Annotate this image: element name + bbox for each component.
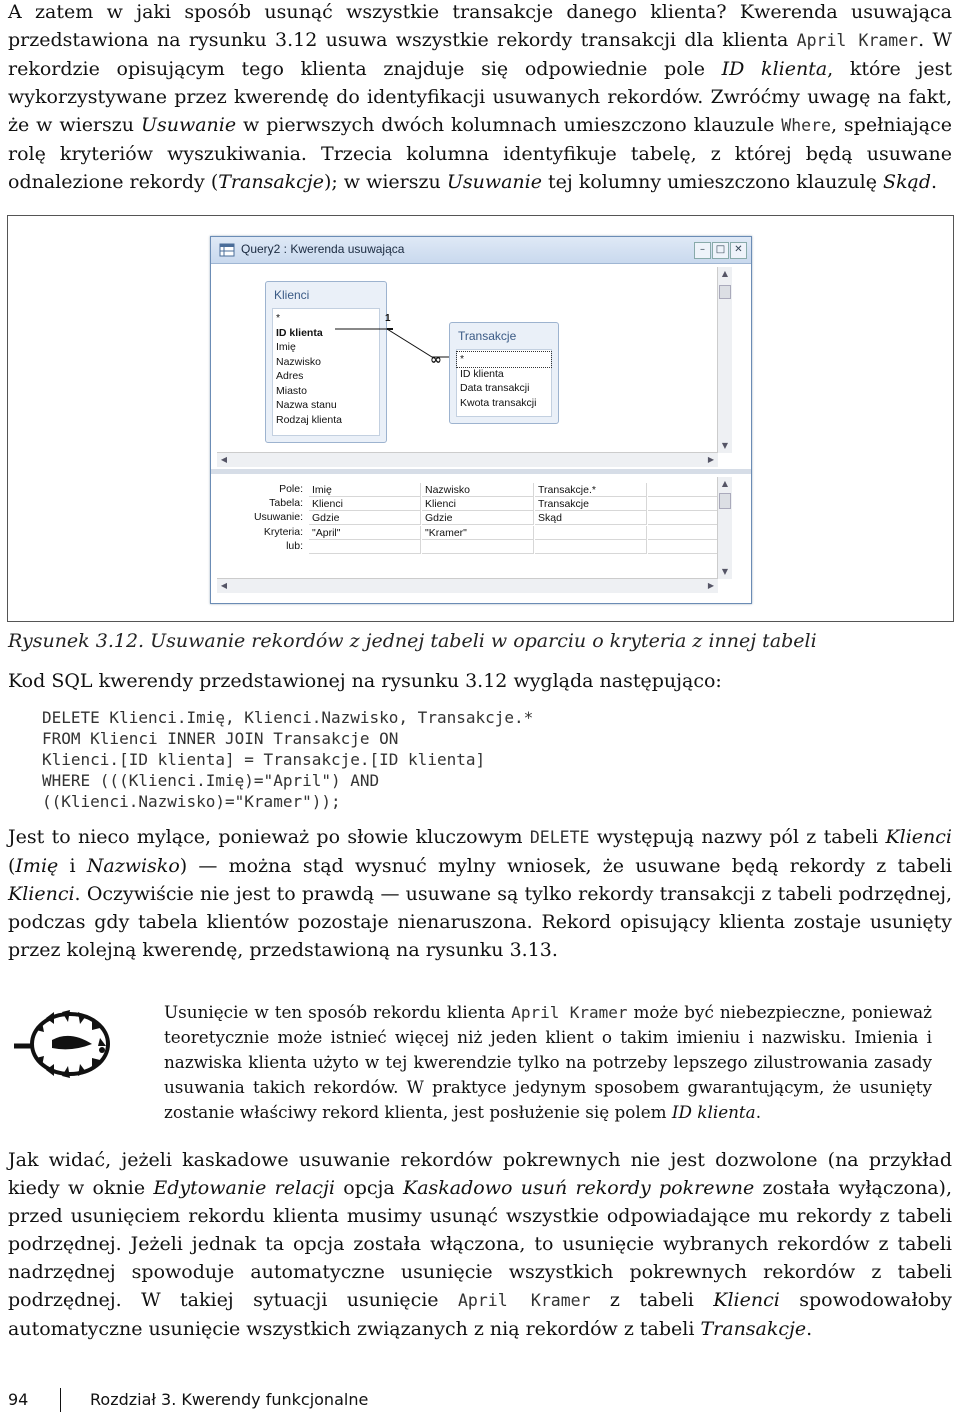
query-design-window [210,236,752,604]
grid-cell[interactable]: Klienci [309,497,421,511]
sql-line: ((Klienci.Nazwisko)="Kramer")); [42,792,341,811]
chapter-title: Rozdział 3. Kwerendy funkcjonalne [90,1390,369,1409]
query-icon [219,242,235,258]
table-diagram-pane [217,267,732,467]
grid-cell[interactable]: "April" [309,526,421,540]
inline-code: April Kramer [511,1003,628,1022]
grid-row-label: Kryteria: [263,526,303,538]
field-item[interactable]: Adres [276,370,304,382]
table-klienci-title: Klienci [274,288,310,302]
explanation-paragraph: Jest to nieco mylące, ponieważ po słowie kluczowym DELETE występują nazwy pól z tabeli Klienci (Imię i Nazwisko) — można stąd wysnuć mylny wniosek, że usuwane będą rekordy z tabeli Klienci. Oczywiście nie jest to prawdą — usuwane są tylko rekordy transakcji z tabeli podrzędnej, podczas gdy tabela klientów pozostaje nienaruszona. Rekord opisujący klienta zostaje usunięty przez kolejną kwerendę, przedstawioną na rysunku 3.13. [8,826,952,961]
grid-cell[interactable]: Skąd [535,511,647,525]
scroll-left-icon[interactable]: ◀ [220,455,228,464]
bear-trap-warning-icon [12,1000,118,1085]
grid-cell[interactable]: Gdzie [309,511,421,525]
grid-cell-empty[interactable] [648,497,718,511]
field-item[interactable]: Rodzaj klienta [276,413,342,426]
scroll-up-icon[interactable]: ▲ [721,479,729,488]
diagram-horizontal-scrollbar[interactable] [217,452,718,467]
page-number: 94 [8,1390,29,1409]
scroll-up-icon[interactable]: ▲ [721,269,729,278]
minimize-button[interactable]: – [694,242,711,259]
sql-code-block [42,707,533,812]
grid-cell[interactable] [535,526,647,540]
field-item[interactable]: ID klienta [460,367,504,380]
warning-note: Usunięcie w ten sposób rekordu klienta April Kramer może być niebezpieczne, ponieważ teoretycznie może istnieć więcej niż jeden klient o takim imieniu i nazwisku. Imienia i nazwiska klienta użyto w tej kwerendzie tylko na potrzeby lepszego zilustrowania zasady usuwania takich rekordów. W praktyce jedynym sposobem gwarantującym, że usunięty zostanie właściwy rekord klienta, jest posłużenie się polem ID klienta. [164,1002,932,1122]
grid-cell[interactable]: Gdzie [422,511,534,525]
grid-cell[interactable]: "Kramer" [422,526,534,540]
inline-code: Where [781,116,831,135]
sql-line: DELETE Klienci.Imię, Klienci.Nazwisko, Transakcje.* [42,708,534,727]
scroll-down-icon[interactable]: ▼ [721,441,729,450]
grid-cell[interactable]: Transakcje [535,497,647,511]
scroll-thumb[interactable] [719,285,731,299]
table-transakcje-fields [456,349,552,417]
grid-row-label: lub: [286,540,303,552]
field-item[interactable]: Data transakcji [460,382,530,394]
relation-many-label: ∞ [430,352,442,368]
sql-intro-text: Kod SQL kwerendy przedstawionej na rysunku 3.12 wygląda następująco: [8,670,722,692]
grid-cell[interactable]: Klienci [422,497,534,511]
grid-vertical-scrollbar[interactable] [717,477,732,579]
scroll-right-icon[interactable]: ▶ [707,455,715,464]
figure-3-12 [7,215,954,622]
intro-paragraph: A zatem w jaki sposób usunąć wszystkie transakcje danego klienta? Kwerenda usuwająca przedstawiona na rysunku 3.12 usuwa wszystkie rekordy transakcji dla klienta April Kramer. W rekordzie opisującym tego klienta znajduje się odpowiednie pole ID klienta, które jest wykorzystywane przez kwerendę do identyfikacji usuwanych rekordów. Zwróćmy uwagę na fakt, że w wierszu Usuwanie w pierwszych dwóch kolumnach umieszczono klauzule Where, spełniające rolę kryteriów wyszukiwania. Trzecia kolumna identyfikuje tabelę, z której będą usuwane odnalezione rekordy (Transakcje); w wierszu Usuwanie tej kolumny umieszczono klauzulę Skąd. [8,1,952,193]
diagram-vertical-scrollbar[interactable] [717,267,732,453]
window-titlebar[interactable] [211,237,751,264]
grid-cell[interactable]: Imię [309,483,421,497]
field-item[interactable]: Kwota transakcji [460,396,537,409]
pane-splitter[interactable] [211,469,751,474]
grid-cell[interactable]: Nazwisko [422,483,534,497]
grid-cell-empty[interactable] [648,511,718,525]
grid-cell[interactable] [535,540,647,554]
table-transakcje-title: Transakcje [458,329,517,343]
field-item[interactable]: Miasto [276,384,307,397]
maximize-button[interactable]: □ [712,242,729,259]
field-item[interactable]: Imię [276,341,296,353]
relation-one-label: 1 [385,313,391,324]
field-item[interactable]: Nazwa stanu [276,399,337,411]
sql-line: WHERE (((Klienci.Imię)="April") AND [42,771,380,790]
grid-row-label: Usuwanie: [253,511,303,523]
scroll-right-icon[interactable]: ▶ [707,581,715,590]
grid-cell[interactable] [309,540,421,554]
grid-row-label: Tabela: [269,497,303,509]
design-grid [217,477,732,593]
grid-cell-empty[interactable] [648,526,718,540]
sql-line: FROM Klienci INNER JOIN Transakcje ON [42,729,399,748]
field-item-key[interactable]: ID klienta [276,326,323,339]
inline-code: April Kramer [796,31,919,50]
scroll-left-icon[interactable]: ◀ [220,581,228,590]
inline-code: DELETE [529,828,590,847]
field-item[interactable]: Nazwisko [276,355,321,368]
grid-horizontal-scrollbar[interactable] [217,578,718,593]
grid-row-label: Pole: [279,483,303,495]
grid-cell-empty[interactable] [648,483,718,497]
inline-code: April Kramer [457,1291,591,1310]
field-item[interactable]: * [457,352,551,367]
grid-cell[interactable] [422,540,534,554]
figure-caption: Rysunek 3.12. Usuwanie rekordów z jednej tabeli w oparciu o kryteria z innej tabeli [8,630,817,652]
window-title: Query2 : Kwerenda usuwająca [241,242,405,256]
scroll-down-icon[interactable]: ▼ [721,567,729,576]
footer-separator [60,1388,61,1412]
grid-cell-empty[interactable] [648,540,718,554]
sql-line: Klienci.[ID klienta] = Transakcje.[ID klienta] [42,750,486,769]
table-transakcje[interactable] [449,322,559,424]
cascade-paragraph: Jak widać, jeżeli kaskadowe usuwanie rekordów pokrewnych nie jest dozwolone (na przykład kiedy w oknie Edytowanie relacji opcja Kaskadowo usuń rekordy pokrewne została wyłączona), przed usunięciem rekordu klienta musimy usunąć wszystkie odpowiadające mu rekordy z tabeli podrzędnej. Jeżeli jednak ta opcja została włączona, to usunięcie wybranych rekordów z tabeli nadrzędnej spowoduje automatyczne usunięcie wszystkich pokrewnych rekordów z tabeli podrzędnej. W takiej sytuacji usunięcie April Kramer z tabeli Klienci spowodowałoby automatyczne usunięcie wszystkich związanych z nią rekordów z tabeli Transakcje. [8,1149,952,1340]
grid-cell[interactable]: Transakcje.* [535,483,647,497]
scroll-thumb[interactable] [719,493,731,509]
close-button[interactable]: ✕ [730,242,747,259]
field-item[interactable]: * [276,312,281,324]
